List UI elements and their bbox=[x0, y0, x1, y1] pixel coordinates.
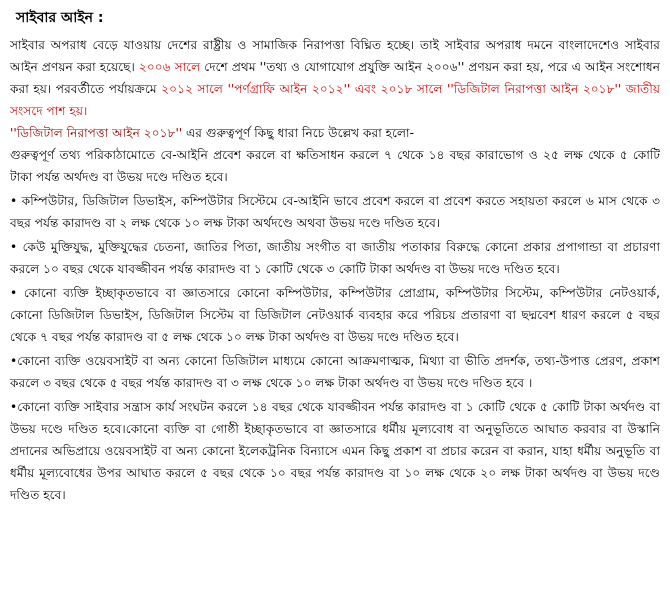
subintro-act-name: ''ডিজিটাল নিরাপত্তা আইন ২০১৮'' bbox=[10, 126, 183, 140]
intro-year-2012: ২০১২ সালে ''পর্ণগ্রাফি আইন ২০১২'' এবং ২০১৮ সালে ''ডিজিটাল নিরাপত্তা আইন ২০১৮'' জাতীয় সংসদে পাশ হয়। bbox=[10, 82, 660, 118]
section-heading: সাইবার আইন : bbox=[16, 10, 104, 26]
clause-item: •কোনো ব্যক্তি ওয়েবসাইট বা অন্য কোনো ডিজিটাল মাধ্যমে কোনো আক্রমণাত্মক, মিথ্যা বা ভীতি প্রদর্শক, তথ্য-উপাত্ত প্রেরণ, প্রকাশ করলে ৩ বছর থেকে ৫ বছর পর্যন্ত কারাদণ্ড বা ৩ লক্ষ থেকে ১০ লক্ষ টাকা অর্থদণ্ড বা উভয় দণ্ডে দণ্ডিত হবে । bbox=[10, 354, 660, 390]
intro-paragraph bbox=[10, 34, 660, 122]
clause-item: •কোনো ব্যক্তি সাইবার সন্ত্রাস কার্য সংঘটন করলে ১৪ বছর থেকে যাবজ্জীবন পর্যন্ত কারাদণ্ড বা ১ কোটি থেকে ৫ কোটি টাকা অর্থদণ্ড বা উভয় দণ্ডে দণ্ডিত হবে।কোনো ব্যক্তি বা গোষ্ঠী ইচ্ছাকৃতভাবে বা জ্ঞাতসারে ধর্মীয় মূল্যবোধ বা অনুভূতিতে আঘাত করবার বা উস্কানি প্রদানের অভিপ্রায়ে ওয়েবসাইট বা অন্য কোনো ইলেকট্রনিক বিন্যাসে এমন কিছু প্রকাশ বা প্রচার করেন বা করান, যাহা ধর্মীয় অনুভূতি বা ধর্মীয় মূল্যবোধের উপর আঘাত করলে ৫ বছর থেকে ১০ বছর পর্যন্ত কারাদণ্ড বা ১০ লক্ষ থেকে ২০ লক্ষ টাকা অর্থদণ্ড বা উভয় দণ্ডে দণ্ডিত হবে। bbox=[10, 400, 660, 502]
clause-item: • কম্পিউটার, ডিজিটাল ডিভাইস, কম্পিউটার সিস্টেমে বে-আইনি ভাবে প্রবেশ করলে বা প্রবেশ করতে সহায়তা করলে ৬ মাস থেকে ৩ বছর পর্যন্ত কারাদণ্ড বা ২ লক্ষ থেকে ১০ লক্ষ টাকা অর্থদণ্ডে অথবা উভয় দণ্ডে দণ্ডিত হবে। bbox=[10, 194, 660, 230]
subintro-text: এর গুরুত্বপূর্ণ কিছু ধারা নিচে উল্লেখ করা হলো- bbox=[182, 126, 414, 140]
clause-item: • কোনো ব্যক্তি ইচ্ছাকৃতভাবে বা জ্ঞাতসারে কোনো কম্পিউটার, কম্পিউটার প্রোগ্রাম, কম্পিউটার সিস্টেম, কম্পিউটার নেটওয়ার্ক, কোনো ডিজিটাল ডিভাইস, ডিজিটাল সিস্টেম বা ডিজিটাল নেটওয়ার্ক ব্যবহার করে পরিচয় প্রতারণা বা ছদ্মবেশ ধারণ করলে ৫ বছর থেকে ৭ বছর পর্যন্ত কারাদণ্ড বা ৫ লক্ষ থেকে ১০ লক্ষ টাকা অর্থদণ্ড বা উভয় দণ্ডে দণ্ডিত হবে। bbox=[10, 286, 660, 344]
intro-text-1: সাইবার অপরাধ বেড়ে যাওয়ায় দেশের রাষ্ট্রীয় ও সামাজিক নিরাপত্তা বিঘ্নিত হচ্ছে। তাই সাইবার অপরাধ দমনে বাংলাদেশেও সাইবার আইন প্রণয়ন করা হয়েছে। bbox=[10, 38, 660, 74]
intro-year-2006: ২০০৬ সালে bbox=[138, 60, 201, 74]
clause-item: • কেউ মুক্তিযুদ্ধ, মুক্তিযুদ্ধের চেতনা, জাতির পিতা, জাতীয় সংগীত বা জাতীয় পতাকার বিরুদ্ধে কোনো প্রকার প্রপাগান্ডা বা প্রচারণা করলে ১০ বছর থেকে যাবজ্জীবন পর্যন্ত কারাদণ্ড বা ১ কোটি থেকে ৩ কোটি টাকা অর্থদণ্ড বা উভয় দণ্ডে দণ্ডিত হবে। bbox=[10, 240, 660, 276]
intro-text-2: দেশে প্রথম ''তথ্য ও যোগাযোগ প্রযুক্তি আইন ২০০৬'' প্রণয়ন করা হয়, পরে এ আইন সংশোধন করা হয়। পরবর্তীতে পর্যায়ক্রমে bbox=[10, 60, 660, 96]
subintro-paragraph bbox=[10, 122, 660, 144]
clause-item: গুরুত্বপূর্ণ তথ্য পরিকাঠামোতে বে-আইনি প্রবেশ করলে বা ক্ষতিসাধন করলে ৭ থেকে ১৪ বছর কারাভোগ ও ২৫ লক্ষ থেকে ৫ কোটি টাকা পর্যন্ত অর্থদণ্ড বা উভয় দণ্ডে দণ্ডিত হবে। bbox=[10, 148, 660, 184]
